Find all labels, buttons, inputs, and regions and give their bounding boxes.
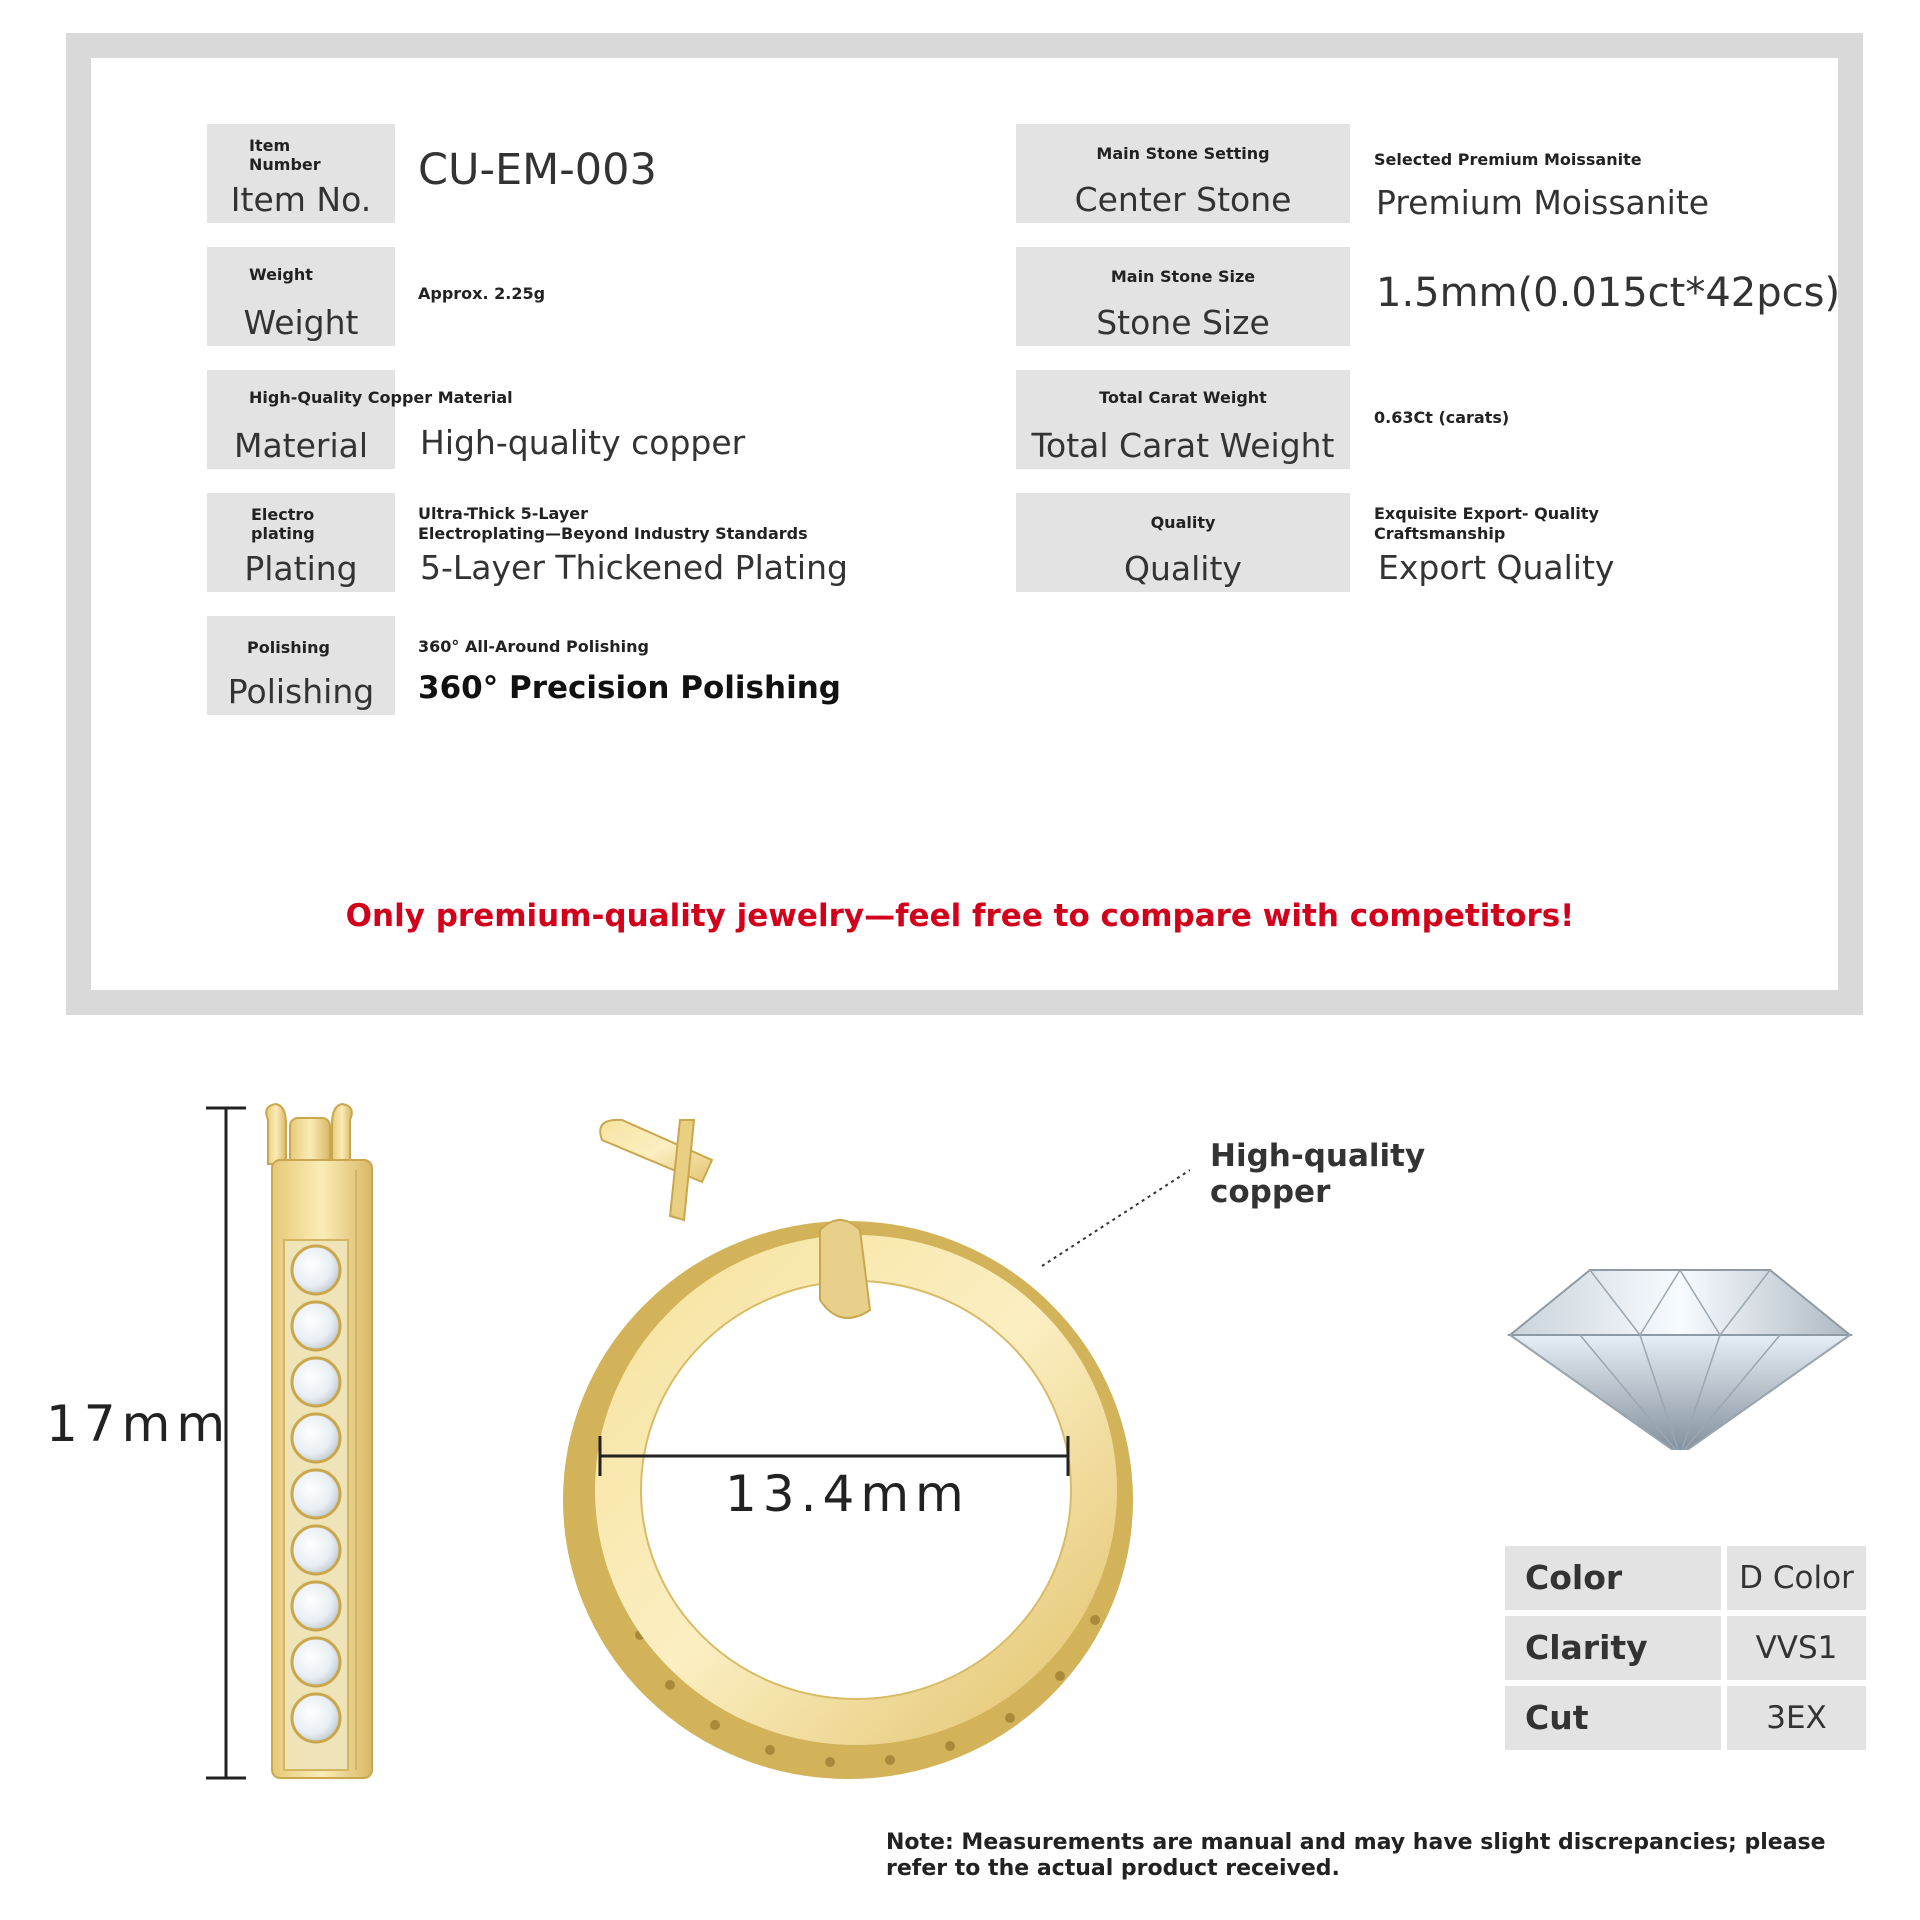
grading-value: VVS1: [1727, 1616, 1866, 1680]
grading-key: Cut: [1505, 1686, 1721, 1750]
value-stone-size: 1.5mm(0.015ct*42pcs): [1376, 270, 1841, 316]
grading-key: Color: [1505, 1546, 1721, 1610]
value-quality: Export Quality: [1378, 548, 1615, 587]
label-big: Stone Size: [1096, 303, 1270, 342]
grading-row: [1505, 1616, 1866, 1680]
label-big: Weight: [243, 303, 359, 342]
label-big: Plating: [244, 549, 358, 588]
grading-value: D Color: [1727, 1546, 1866, 1610]
stone-row: [292, 1246, 340, 1742]
label-small: Weight: [249, 265, 313, 284]
grading-row: [1505, 1546, 1866, 1610]
earring-side-view: [0, 1090, 420, 1850]
label-big: Quality: [1124, 549, 1242, 588]
value-center-stone: Premium Moissanite: [1376, 183, 1710, 222]
grading-row: [1505, 1686, 1866, 1750]
measurement-note: Note: Measurements are manual and may have slight discrepancies; please refer to the actual product received.: [886, 1830, 1826, 1881]
moissanite-stone-image: [1490, 1220, 1870, 1450]
label-small: High-Quality Copper Material: [249, 388, 513, 407]
grading-value: 3EX: [1727, 1686, 1866, 1750]
label-big: Center Stone: [1074, 180, 1292, 219]
label-big: Item No.: [230, 180, 372, 219]
value-material: High-quality copper: [420, 423, 746, 462]
label-quality: [1016, 493, 1350, 592]
label-weight: [207, 247, 395, 346]
value-center-stone-detail: Selected Premium Moissanite: [1374, 150, 1642, 169]
slogan: Only premium-quality jewelry—feel free to compare with competitors!: [345, 898, 1575, 934]
value-item-number: CU-EM-003: [418, 145, 657, 195]
label-center-stone: [1016, 124, 1350, 223]
grading-key: Clarity: [1505, 1616, 1721, 1680]
value-weight: Approx. 2.25g: [418, 284, 546, 303]
value-plating: 5-Layer Thickened Plating: [420, 548, 848, 587]
label-small: Main Stone Size: [1110, 267, 1256, 286]
value-polishing: 360° Precision Polishing: [418, 670, 841, 706]
callout-leader-line: [1042, 1170, 1190, 1266]
earring-front-view: [490, 1100, 1190, 1820]
label-small: Main Stone Setting: [1096, 144, 1270, 163]
label-small: Electro plating: [251, 505, 315, 543]
height-dimension-label: 17mm: [46, 1395, 232, 1453]
label-stone-size: [1016, 247, 1350, 346]
label-total-carat: [1016, 370, 1350, 469]
value-polishing-detail: 360° All-Around Polishing: [418, 637, 649, 656]
label-small: Total Carat Weight: [1099, 388, 1267, 407]
material-callout: High-quality copper: [1210, 1138, 1426, 1210]
value-total-carat: 0.63Ct (carats): [1374, 408, 1510, 427]
label-small: Quality: [1150, 513, 1216, 532]
label-polishing: [207, 616, 395, 715]
value-plating-detail: Ultra-Thick 5-Layer Electroplating—Beyond Industry Standards: [418, 504, 808, 543]
label-small: Item Number: [249, 136, 321, 174]
label-small: Polishing: [247, 638, 330, 657]
label-material: [207, 370, 513, 469]
label-item-number: [207, 124, 395, 223]
value-quality-detail: Exquisite Export- Quality Craftsmanship: [1374, 504, 1599, 543]
diameter-dimension-label: 13.4mm: [725, 1465, 970, 1523]
label-big: Material: [233, 426, 369, 465]
label-plating: [207, 493, 395, 592]
label-big: Polishing: [227, 672, 375, 711]
label-big: Total Carat Weight: [1031, 426, 1335, 465]
